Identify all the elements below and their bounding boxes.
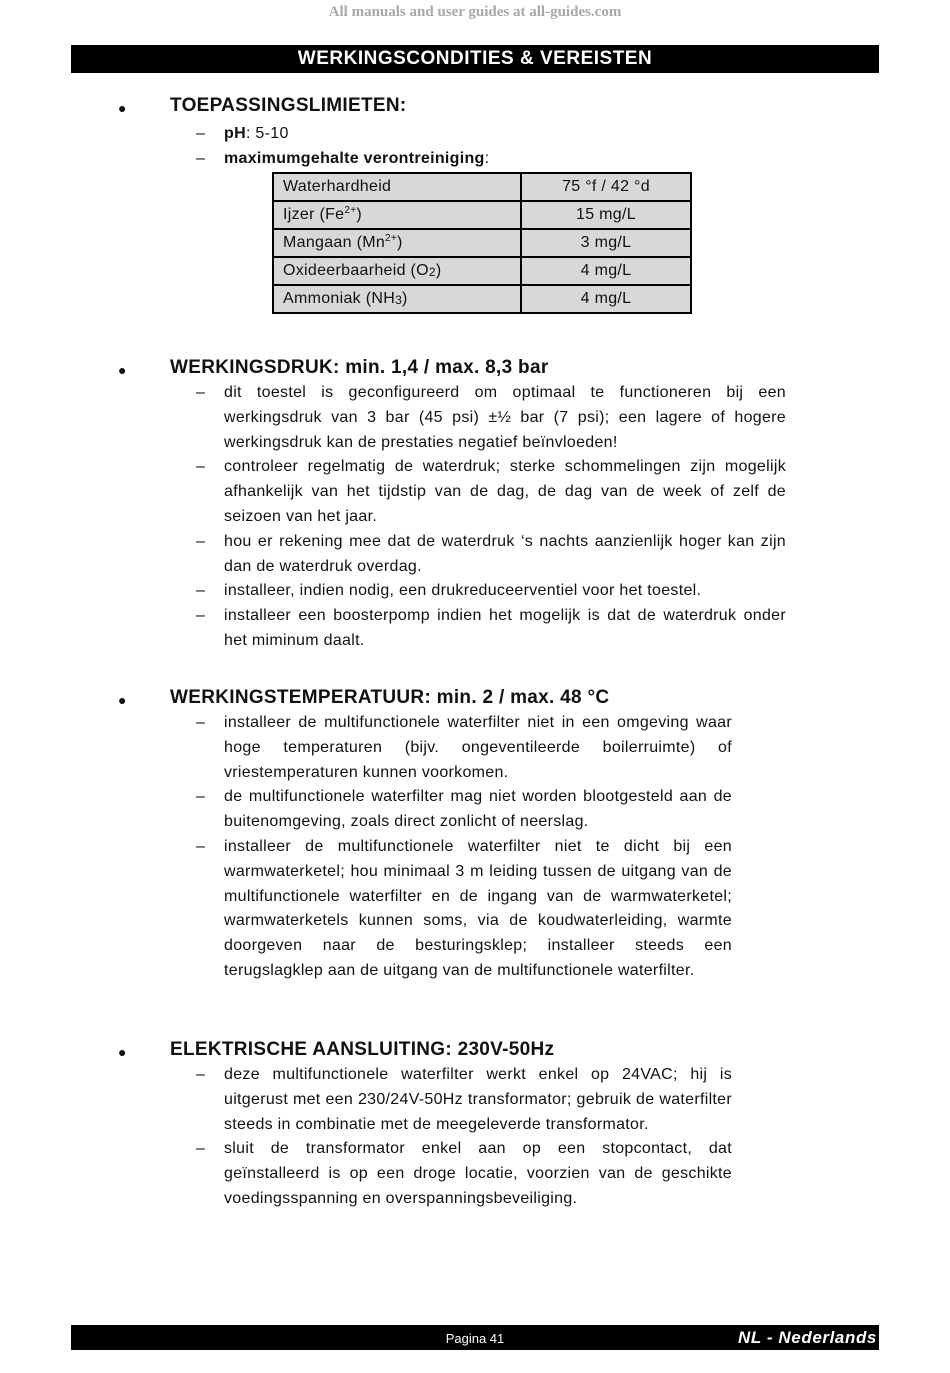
table-cell-name: Oxideerbaarheid $(O_2)$: [273, 257, 521, 285]
table-cell-value: 3 mg/L: [521, 229, 691, 257]
dash-marker: –: [196, 149, 206, 167]
dash-marker: –: [196, 714, 206, 731]
table-cell-value: 4 mg/L: [521, 285, 691, 313]
contamination-colon: :: [484, 149, 490, 167]
list-item: – installeer de multifunctionele waterfilter niet te dicht bij een warmwaterketel; hou minimaal 3 m leiding tussen de uitgang van de multifunctionele waterfilter en de ingang van de warmwaterketel; warmwaterketels kunnen soms, via de koudwaterleiding, warmte doorgeven naar de besturingsklep; installeer steeds een terugslagklep aan de uitgang van de multifunctionele waterfilter.: [196, 835, 732, 984]
dash-marker: –: [196, 384, 206, 401]
bullet-icon: ●: [118, 1044, 127, 1060]
dash-marker: –: [196, 788, 206, 806]
limits-table: [272, 172, 692, 314]
section-heading: WERKINGSDRUK: min. 1,4 / max. 8,3 bar: [170, 357, 549, 378]
list-item: – controleer regelmatig de waterdruk; sterke schommelingen zijn mogelijk afhankelijk van het tijdstip van de dag, de dag van de week of zelf de seizoen van het jaar.: [196, 455, 786, 529]
list-item: – installeer, indien nodig, een drukreduceerventiel voor het toestel.: [196, 579, 786, 604]
table-row: [273, 229, 691, 257]
ph-value: : 5-10: [245, 125, 289, 142]
list-item: – sluit de transformator enkel aan op een stopcontact, dat geïnstalleerd is op een droge locatie, voorzien van de geschikte voedingsspanning en overspanningsbeveiliging.: [196, 1137, 732, 1211]
section-heading: WERKINGSTEMPERATUUR: min. 2 / max. 48 °C: [170, 687, 610, 708]
contamination-label: maximumgehalte verontreiniging: [224, 149, 485, 167]
list-item: – installeer een boosterpomp indien het mogelijk is dat de waterdruk onder het miminum daalt.: [196, 604, 786, 654]
item-list: [196, 1063, 732, 1212]
ph-label: pH: [224, 125, 246, 142]
table-row: [273, 201, 691, 229]
table-cell-name: Mangaan $(Mn^{2+})$: [273, 229, 521, 257]
dash-marker: –: [196, 607, 206, 625]
dash-marker: –: [196, 125, 206, 142]
bullet-icon: ●: [118, 362, 127, 378]
list-item: – hou er rekening mee dat de waterdruk ‘s nachts aanzienlijk hoger kan zijn dan de waterdruk overdag.: [196, 530, 786, 580]
list-item: [196, 122, 786, 147]
table-cell-name: Waterhardheid: [273, 173, 521, 201]
dash-marker: –: [196, 582, 206, 600]
item-list: [196, 381, 786, 654]
table-cell-value: 4 mg/L: [521, 257, 691, 285]
list-item: – deze multifunctionele waterfilter werkt enkel op 24VAC; hij is uitgerust met een 230/24V-50Hz transformator; gebruik de waterfilter steeds in combinatie met de meegeleverde transformator.: [196, 1063, 732, 1137]
table-cell-value: 15 mg/L: [521, 201, 691, 229]
dash-marker: –: [196, 532, 206, 550]
table-cell-name: Ijzer $(Fe^{2+})$: [273, 201, 521, 229]
watermark: All manuals and user guides at all-guides.com: [328, 4, 622, 20]
bullet-icon: ●: [118, 100, 127, 116]
language-label: NL - Nederlands: [737, 1328, 877, 1347]
dash-marker: –: [196, 1140, 206, 1158]
page-title: WERKINGSCONDITIES & VEREISTEN: [71, 45, 879, 73]
bullet-icon: ●: [118, 692, 127, 708]
dash-marker: –: [196, 837, 206, 855]
list-item: [196, 147, 786, 172]
section-heading: TOEPASSINGSLIMIETEN:: [170, 95, 407, 116]
list-item: – dit toestel is geconfigureerd om optimaal te functioneren bij een werkingsdruk van 3 bar (45 psi) ±½ bar (7 psi); een lagere of hogere werkingsdruk kan de prestaties negatief beïnvloeden!: [196, 381, 786, 455]
section-heading: ELEKTRISCHE AANSLUITING: 230V-50Hz: [170, 1039, 555, 1060]
dash-marker: –: [196, 458, 206, 476]
table-cell-value: 75 °f / 42 °d: [521, 173, 691, 201]
table-row: [273, 257, 691, 285]
table-row: [273, 173, 691, 201]
item-list: [196, 122, 786, 172]
footer-bar: [71, 1325, 879, 1350]
item-list: [196, 711, 732, 984]
page-number: Pagina 41: [445, 1331, 505, 1346]
dash-marker: –: [196, 1066, 206, 1083]
table-row: [273, 285, 691, 313]
table-cell-name: Ammoniak $(NH_3)$: [273, 285, 521, 313]
list-item: – de multifunctionele waterfilter mag niet worden blootgesteld aan de buitenomgeving, zoals direct zonlicht of neerslag.: [196, 785, 732, 835]
list-item: – installeer de multifunctionele waterfilter niet in een omgeving waar hoge temperaturen (bijv. ongeventileerde boilerruimte) of vriestemperaturen kunnen voorkomen.: [196, 711, 732, 785]
